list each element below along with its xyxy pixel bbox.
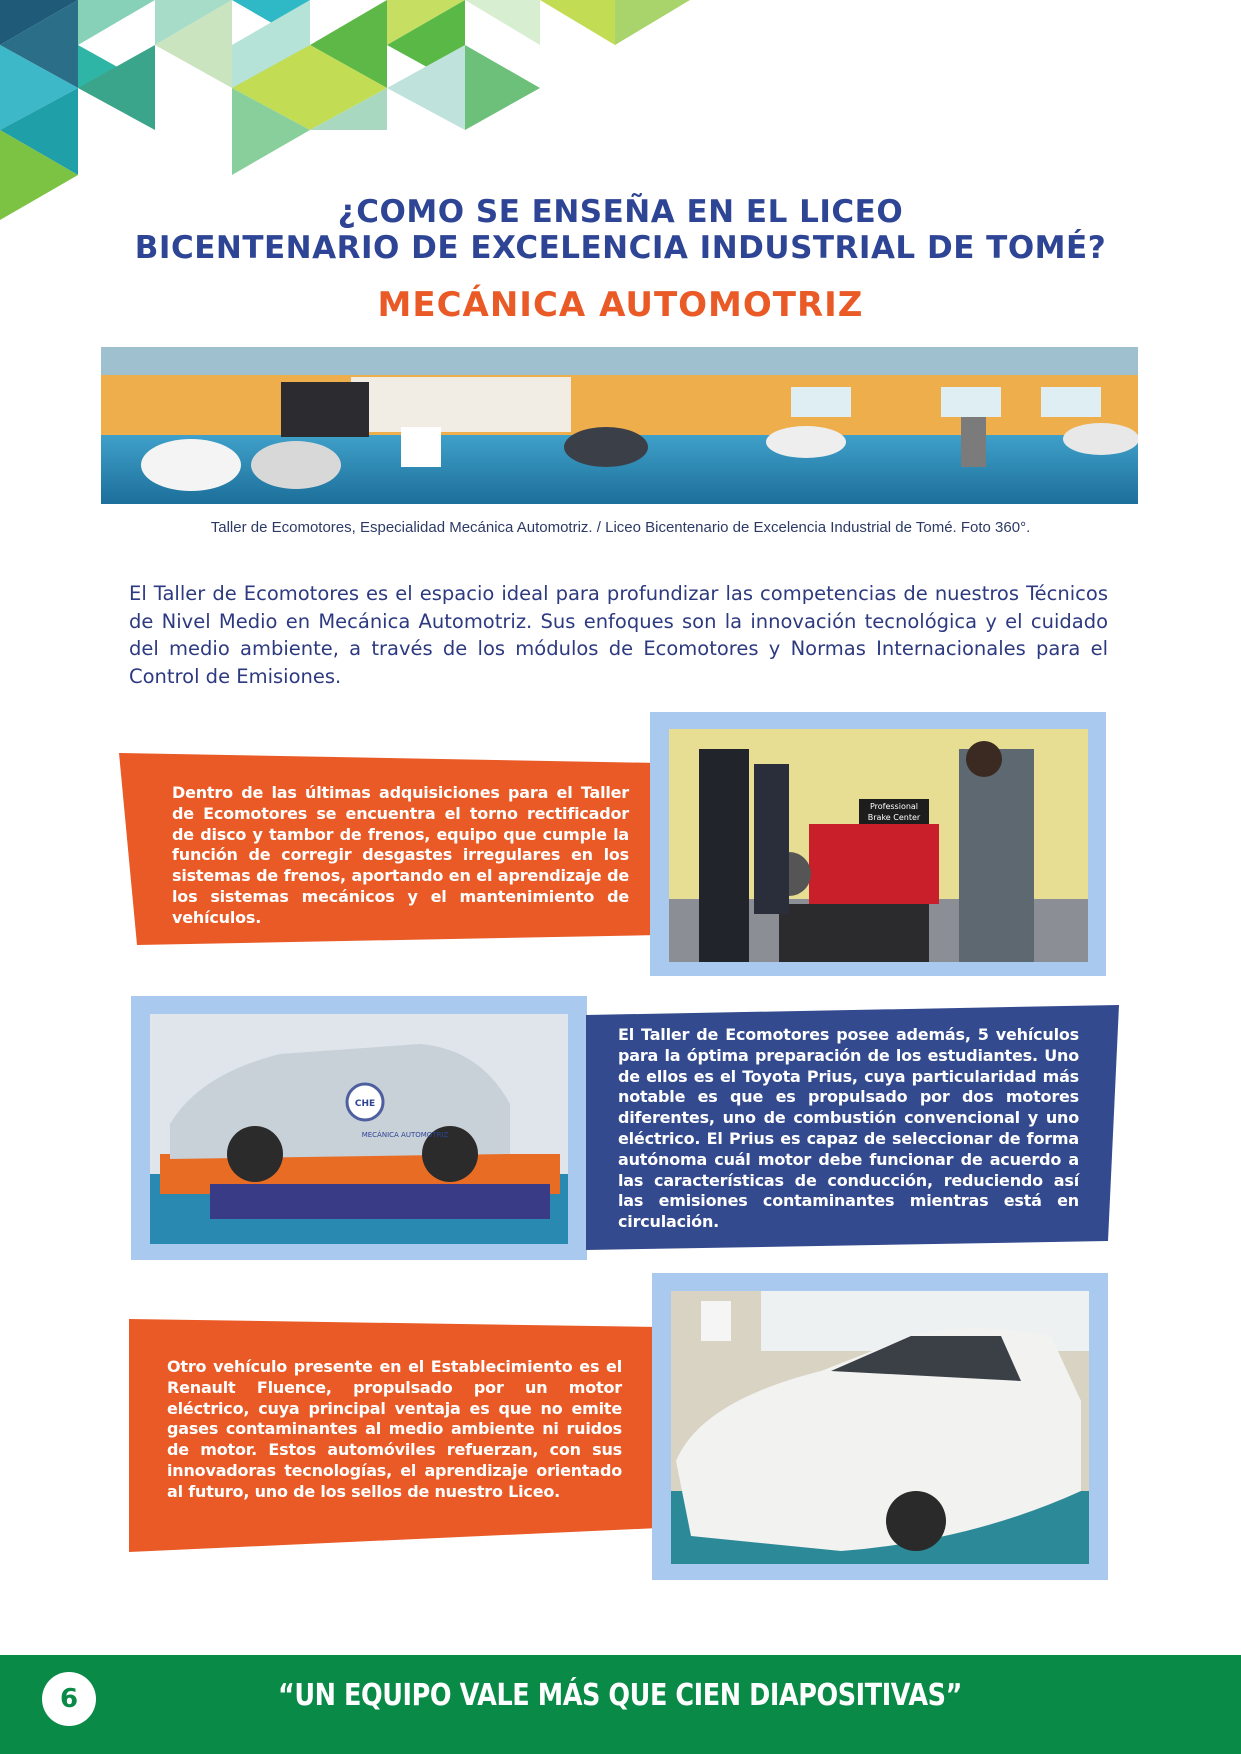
brake-center-sign-line1: Professional [869,802,919,811]
page-title-line2: BICENTENARIO DE EXCELENCIA INDUSTRIAL DE TOMÉ? [134,230,1107,266]
footer-motto: “UN EQUIPO VALE MÁS QUE CIEN DIAPOSITIVAS” [278,1678,962,1713]
block3-text: Otro vehículo presente en el Establecimiento es el Renault Fluence, propulsado por un motor eléctrico, cuya principal ventaja es que no emite gases contaminantes al medio ambiente ni ruidos de motor. Estos automóviles refuerzan, con sus innovadoras tecnologías, el aprendizaje orientado al futuro, uno de los sellos de nuestro Liceo. [167,1357,622,1501]
prius-decal-text: MECÁNICA AUTOMOTRIZ [361,1131,449,1139]
page-title-line1: ¿COMO SE ENSEÑA EN EL LICEO [337,194,904,230]
block1-text: Dentro de las últimas adquisiciones para el Taller de Ecomotores se encuentra el torno rectificador de disco y tambor de frenos, equipo que cumple la función de corregir desgastes irregulares en los sistemas de frenos, aportando en el aprendizaje de los sistemas mecánicos y el mantenimiento de vehículos. [172,783,629,927]
page-number: 6 [42,1672,96,1726]
toyota-prius-photo [150,1014,568,1244]
section-subtitle: MECÁNICA AUTOMOTRIZ [377,285,864,325]
block2-text: El Taller de Ecomotores posee además, 5 vehículos para la óptima preparación de los estudiantes. Uno de ellos es el Toyota Prius, cuya particularidad más notable es que es propulsado por dos motores diferentes, uno de combustión convencional y uno eléctrico. El Prius es capaz de seleccionar de forma autónoma cuál motor debe funcionar de acuerdo a las características de conducción, reduciendo así las emisiones contaminantes mientras está en circulación. [618,1025,1079,1232]
prius-decal-logo: CHE [354,1099,376,1109]
workshop-panorama-photo [101,347,1138,504]
renault-fluence-photo [671,1291,1089,1564]
panorama-caption: Taller de Ecomotores, Especialidad Mecánica Automotriz. / Liceo Bicentenario de Excelencia Industrial de Tomé. Foto 360°. [210,519,1031,536]
brake-lathe-photo [669,729,1088,962]
brake-center-sign-line2: Brake Center [867,813,921,822]
intro-paragraph: El Taller de Ecomotores es el espacio ideal para profundizar las competencias de nuestros Técnicos de Nivel Medio en Mecánica Automotriz. Sus enfoques son la innovación tecnológica y el cuidado del medio ambiente, a través de los módulos de Ecomotores y Normas Internacionales para el Control de Emisiones. [129,582,1108,688]
